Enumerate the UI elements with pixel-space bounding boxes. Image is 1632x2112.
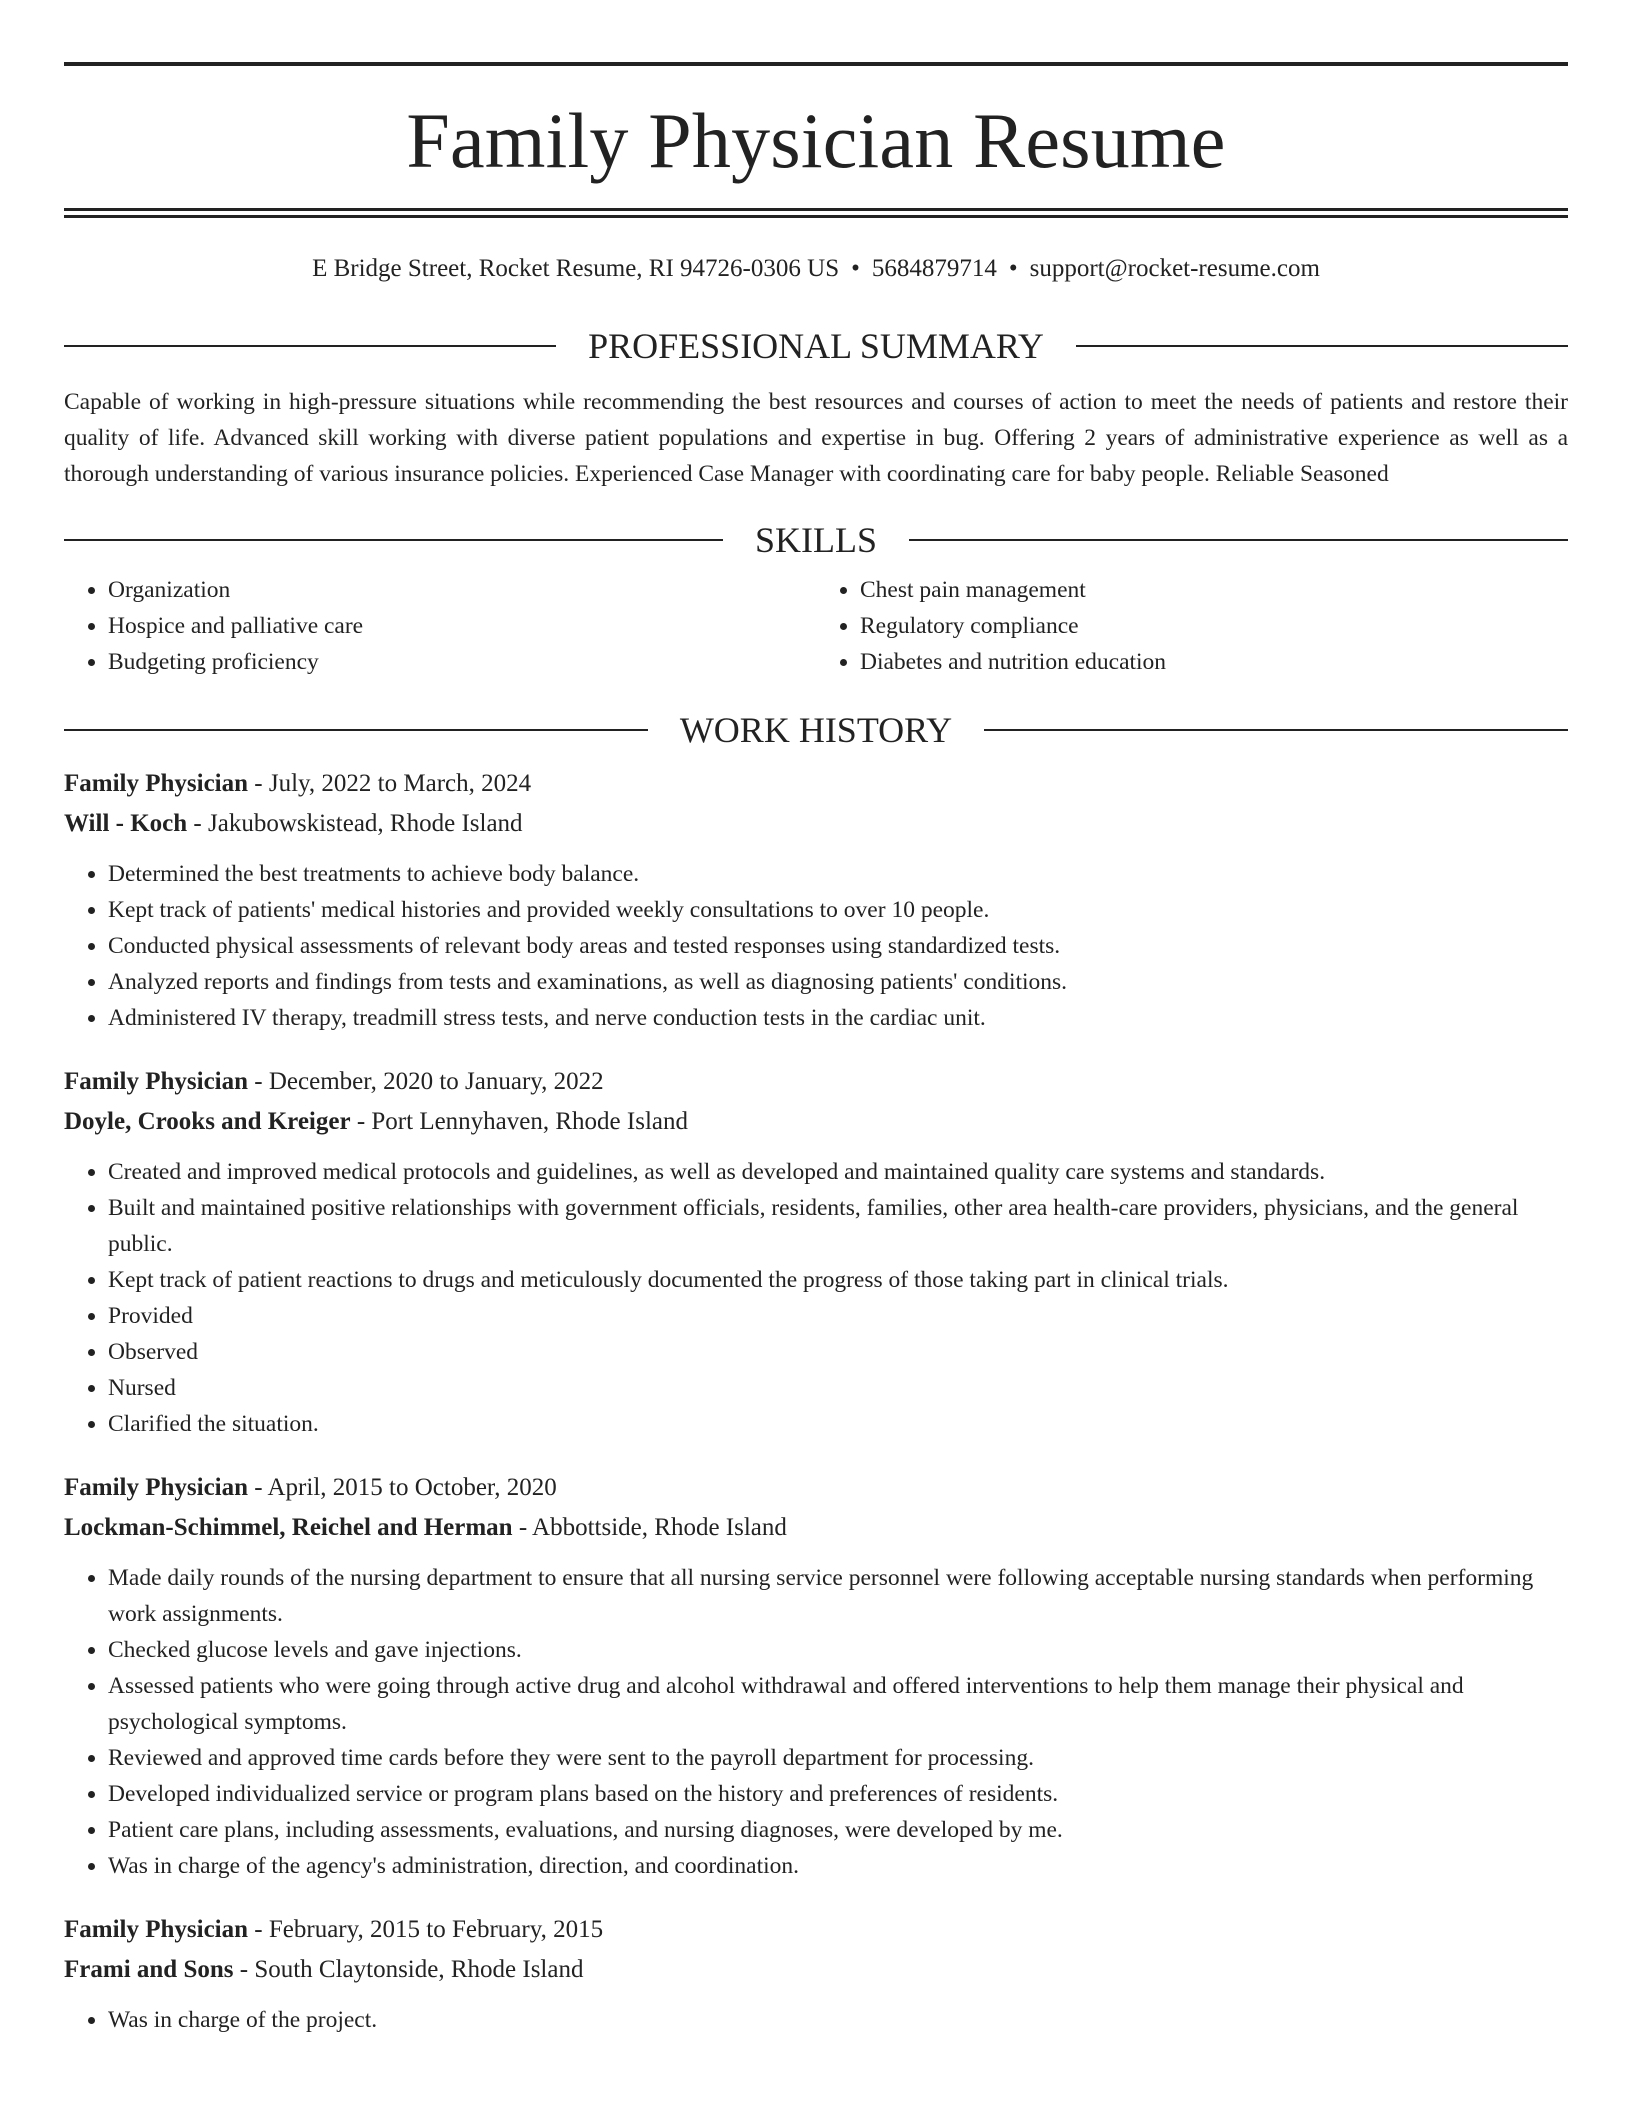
skill-item: • Budgeting proficiency [108,644,816,680]
job-entry [64,1062,1568,1442]
job-duty-item: • Built and maintained positive relationships with government officials, residents, families, other area health-care providers, physicians, and the general public. [108,1190,1568,1262]
heading-rule [64,539,723,541]
title-double-rule [64,208,1568,218]
job-title: Family Physician [64,1068,249,1095]
job-entry [64,1468,1568,1884]
job-employer: Lockman-Schimmel, Reichel and Herman [64,1514,513,1541]
job-dates: December, 2020 to January, 2022 [268,1068,604,1095]
job-location: South Claytonside, Rhode Island [254,1956,584,1983]
skills-column-right [816,572,1568,680]
job-title-line: Family Physician - December, 2020 to January, 2022 [64,1068,604,1095]
job-duty-item: • Nursed [108,1370,1568,1406]
job-employer: Will - Koch [64,810,188,837]
professional-summary-text: Capable of working in high-pressure situations while recommending the best resources and courses of action to meet the needs of patients and restore their quality of life. Advanced skill working with diverse patient populations and expertise in bug. Offering 2 years of administrative experience as well as a thorough understanding of various insurance policies. Experienced Case Manager with coordinating care for baby people. Reliable Seasoned [64,389,1568,487]
contact-address: E Bridge Street, Rocket Resume, RI 94726-0306 US [312,255,840,282]
job-title-line: Family Physician - February, 2015 to February, 2015 [64,1916,604,1943]
job-employer: Frami and Sons [64,1956,234,1983]
heading-rule [984,729,1568,731]
heading-rule [1076,345,1568,347]
heading-rule [64,345,556,347]
resume-title: Family Physician Resume [406,97,1226,184]
job-title: Family Physician [64,770,249,797]
job-employer-line: Doyle, Crooks and Kreiger - Port Lennyhaven, Rhode Island [64,1108,688,1135]
skills-heading [64,522,1568,558]
job-title: Family Physician [64,1916,249,1943]
skills-column-left [64,572,816,680]
job-duties-list [64,856,1568,1036]
job-duty-item: • Developed individualized service or program plans based on the history and preferences of residents. [108,1776,1568,1812]
job-dates: February, 2015 to February, 2015 [268,1916,604,1943]
job-location: Port Lennyhaven, Rhode Island [371,1108,688,1135]
job-duty-item: • Patient care plans, including assessments, evaluations, and nursing diagnoses, were developed by me. [108,1812,1568,1848]
contact-email: support@rocket-resume.com [1029,255,1320,282]
job-employer-line: Lockman-Schimmel, Reichel and Herman - Abbottside, Rhode Island [64,1514,787,1541]
job-entry [64,1910,1568,2038]
skill-item: • Diabetes and nutrition education [860,644,1568,680]
job-duty-item: • Was in charge of the project. [108,2002,1568,2038]
job-duty-item: • Checked glucose levels and gave injections. [108,1632,1568,1668]
job-duty-item: • Was in charge of the agency's administration, direction, and coordination. [108,1848,1568,1884]
job-employer-line: Frami and Sons - South Claytonside, Rhode Island [64,1956,584,1983]
skill-item: • Chest pain management [860,572,1568,608]
heading-rule [909,539,1568,541]
work-history-list [64,764,1568,2038]
job-duties-list [64,1560,1568,1884]
job-duty-item: • Provided [108,1298,1568,1334]
contact-phone: 5684879714 [871,255,997,282]
top-rule [64,62,1568,66]
job-duties-list [64,2002,1568,2038]
job-entry [64,764,1568,1036]
job-duty-item: • Observed [108,1334,1568,1370]
skills-list [64,572,1568,680]
skill-item: • Regulatory compliance [860,608,1568,644]
job-employer: Doyle, Crooks and Kreiger [64,1108,351,1135]
job-duty-item: • Administered IV therapy, treadmill stress tests, and nerve conduction tests in the cardiac unit. [108,1000,1568,1036]
job-duty-item: • Analyzed reports and findings from tests and examinations, as well as diagnosing patients' conditions. [108,964,1568,1000]
job-location: Jakubowskistead, Rhode Island [208,810,523,837]
contact-separator: • [1008,255,1018,282]
job-duties-list [64,1154,1568,1442]
job-employer-line: Will - Koch - Jakubowskistead, Rhode Island [64,810,523,837]
job-dates: April, 2015 to October, 2020 [267,1474,557,1501]
summary-heading [64,328,1568,364]
job-duty-item: • Created and improved medical protocols and guidelines, as well as developed and maintained quality care systems and standards. [108,1154,1568,1190]
heading-rule [64,729,648,731]
contact-separator: • [851,255,860,282]
summary-heading-label: PROFESSIONAL SUMMARY [588,326,1044,366]
work-history-heading-label: WORK HISTORY [679,710,953,750]
job-duty-item: • Clarified the situation. [108,1406,1568,1442]
skill-item: • Hospice and palliative care [108,608,816,644]
work-history-heading [64,712,1568,748]
job-title-line: Family Physician - July, 2022 to March, 2024 [64,770,532,797]
job-duty-item: • Kept track of patients' medical histories and provided weekly consultations to over 10 people. [108,892,1568,928]
skills-heading-label: SKILLS [755,520,878,560]
contact-line [64,254,1568,284]
job-title: Family Physician [64,1474,249,1501]
job-duty-item: • Assessed patients who were going through active drug and alcohol withdrawal and offered interventions to help them manage their physical and psychological symptoms. [108,1668,1568,1740]
job-duty-item: • Made daily rounds of the nursing department to ensure that all nursing service personnel were following acceptable nursing standards when performing work assignments. [108,1560,1568,1632]
job-duty-item: • Kept track of patient reactions to drugs and meticulously documented the progress of those taking part in clinical trials. [108,1262,1568,1298]
job-duty-item: • Reviewed and approved time cards before they were sent to the payroll department for processing. [108,1740,1568,1776]
job-duty-item: • Determined the best treatments to achieve body balance. [108,856,1568,892]
skill-item: • Organization [108,572,816,608]
job-duty-item: • Conducted physical assessments of relevant body areas and tested responses using standardized tests. [108,928,1568,964]
job-dates: July, 2022 to March, 2024 [268,770,532,797]
job-title-line: Family Physician - April, 2015 to October, 2020 [64,1474,557,1501]
job-location: Abbottside, Rhode Island [532,1514,787,1541]
